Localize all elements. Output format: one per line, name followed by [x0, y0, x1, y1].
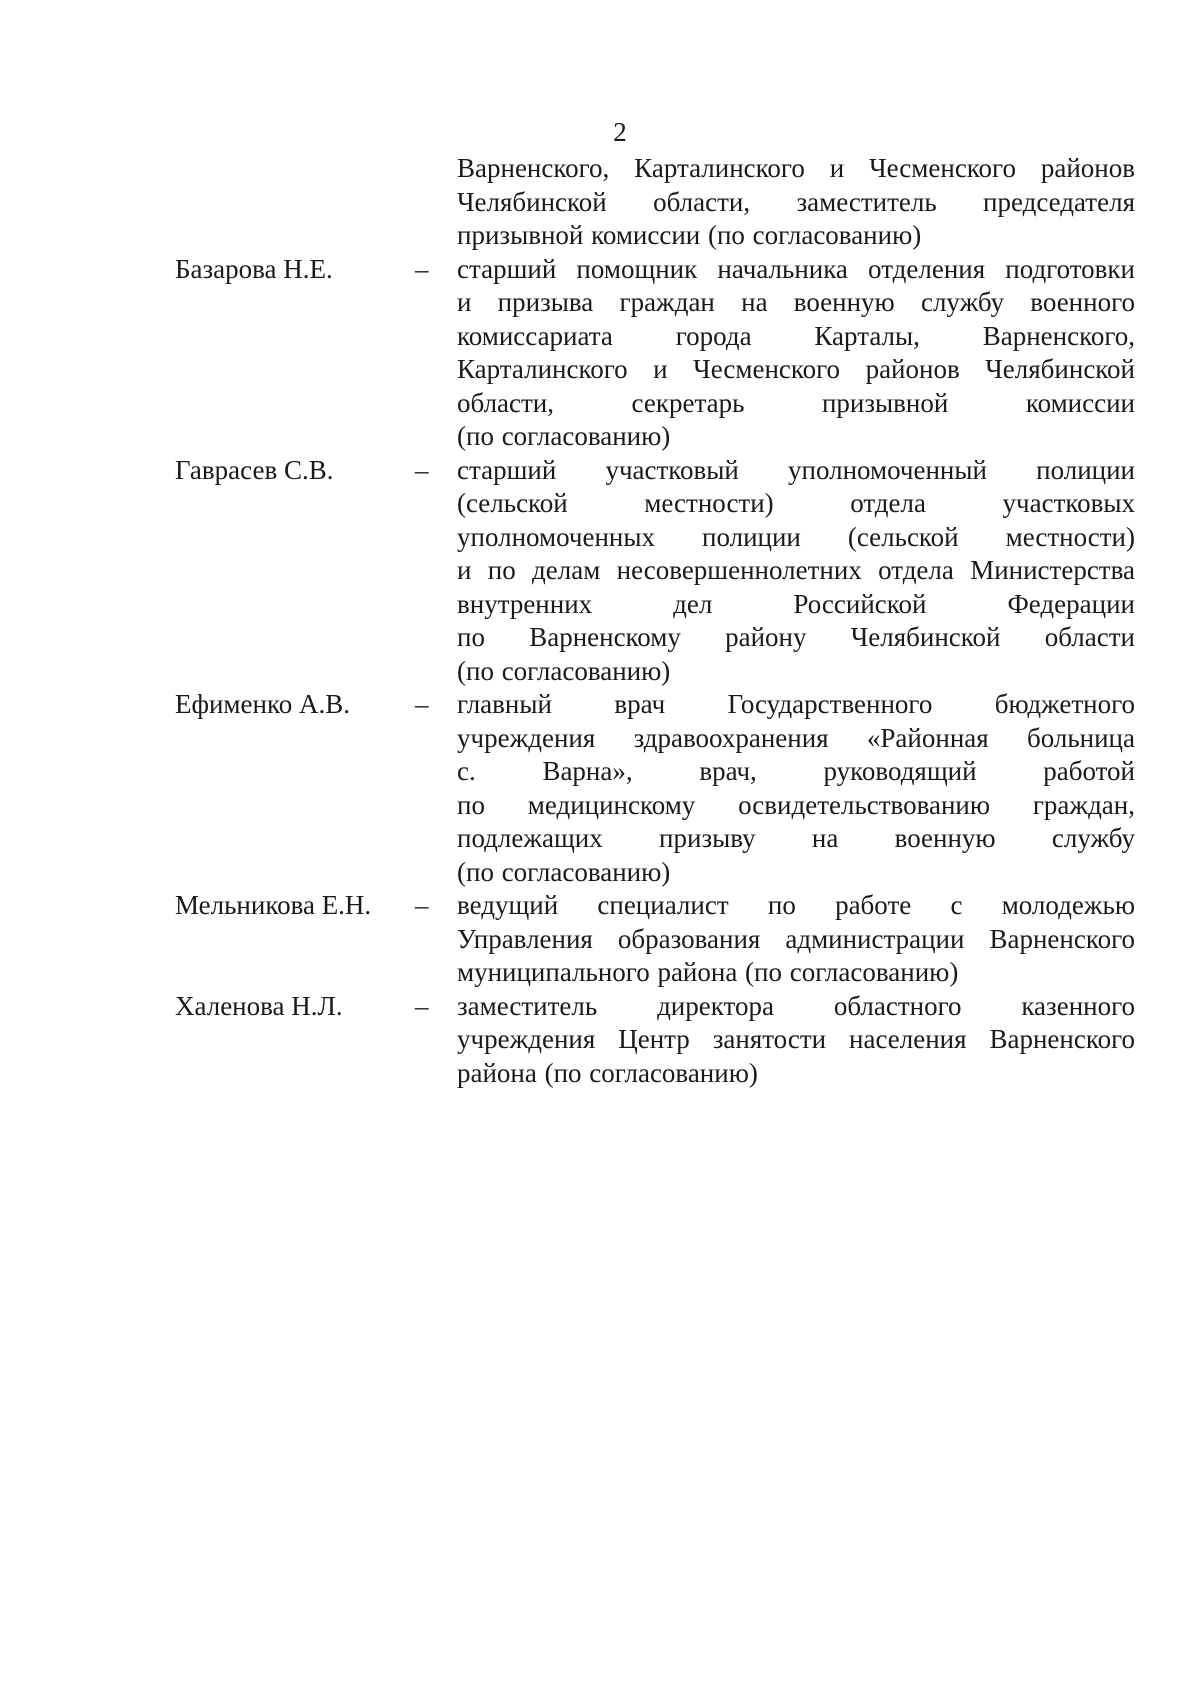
description-line: учреждения здравоохранения «Районная больница: [457, 722, 1135, 753]
member-dash: –: [415, 454, 429, 485]
description-line: комиссариата города Карталы, Варненского,: [457, 320, 1135, 351]
description-line: по Варненскому району Челябинской области: [457, 622, 1135, 652]
member-dash: –: [415, 253, 429, 284]
description-line: Варненского, Карталинского и Чесменского районов: [457, 153, 1135, 183]
description-line: Управления образования администрации Варненского: [457, 923, 1135, 954]
description-line: (по согласованию): [457, 421, 671, 451]
member-name: Мельникова Е.Н.: [175, 890, 372, 920]
entry-name: [175, 152, 415, 253]
description-line: главный врач Государственного бюджетного: [457, 689, 1135, 719]
description-line: заместитель директора областного казенного: [457, 990, 1135, 1021]
description-line: (по согласованию): [457, 856, 671, 887]
entry-description: [457, 152, 1135, 253]
description-line: уполномоченных полиции (сельской местности): [457, 521, 1135, 552]
member-dash: –: [415, 990, 429, 1021]
description-line: и по делам несовершеннолетних отдела Министерства: [457, 555, 1135, 585]
description-line: с. Варна», врач, руководящий работой: [457, 756, 1135, 786]
description-line: Карталинского и Чесменского районов Челябинской: [457, 354, 1135, 384]
member-dash: –: [415, 890, 429, 920]
description-line: ведущий специалист по работе с молодежью: [457, 890, 1135, 920]
description-line: старший помощник начальника отделения подготовки: [457, 253, 1135, 284]
member-description: [457, 688, 1135, 889]
continuation-entry: [0, 152, 1200, 253]
member-entry: [0, 454, 1200, 689]
member-entry: [0, 990, 1200, 1091]
description-line: Челябинской области, заместитель председателя: [457, 186, 1135, 217]
description-line: подлежащих призыву на военную службу: [457, 823, 1135, 853]
member-dash: –: [415, 689, 429, 719]
description-line: старший участковый уполномоченный полиции: [457, 454, 1135, 485]
description-line: по медицинскому освидетельствованию граждан,: [457, 789, 1135, 820]
entry-dash: [415, 152, 457, 253]
description-line: (сельской местности) отдела участковых: [457, 488, 1135, 518]
description-line: учреждения Центр занятости населения Варненского: [457, 1024, 1135, 1054]
description-line: муниципального района (по согласованию): [457, 957, 959, 987]
description-line: района (по согласованию): [457, 1057, 758, 1088]
description-line: внутренних дел Российской Федерации: [457, 588, 1135, 619]
description-line: и призыва граждан на военную службу военного: [457, 287, 1135, 317]
member-entry: [0, 688, 1200, 889]
member-description: [457, 253, 1135, 454]
member-description: [457, 990, 1135, 1091]
description-line: призывной комиссии (по согласованию): [457, 220, 922, 250]
member-description: [457, 454, 1135, 689]
member-name: Гаврасев С.В.: [175, 454, 334, 485]
member-name: Ефименко А.В.: [175, 689, 350, 719]
member-name: Базарова Н.Е.: [175, 253, 333, 284]
member-name: Халенова Н.Л.: [175, 990, 343, 1021]
commission-roster: [0, 152, 1200, 1090]
description-line: (по согласованию): [457, 655, 671, 686]
page-number: 2: [613, 117, 627, 147]
description-line: области, секретарь призывной комиссии: [457, 387, 1135, 418]
member-description: [457, 889, 1135, 990]
member-entry: [0, 889, 1200, 990]
member-entry: [0, 253, 1200, 454]
